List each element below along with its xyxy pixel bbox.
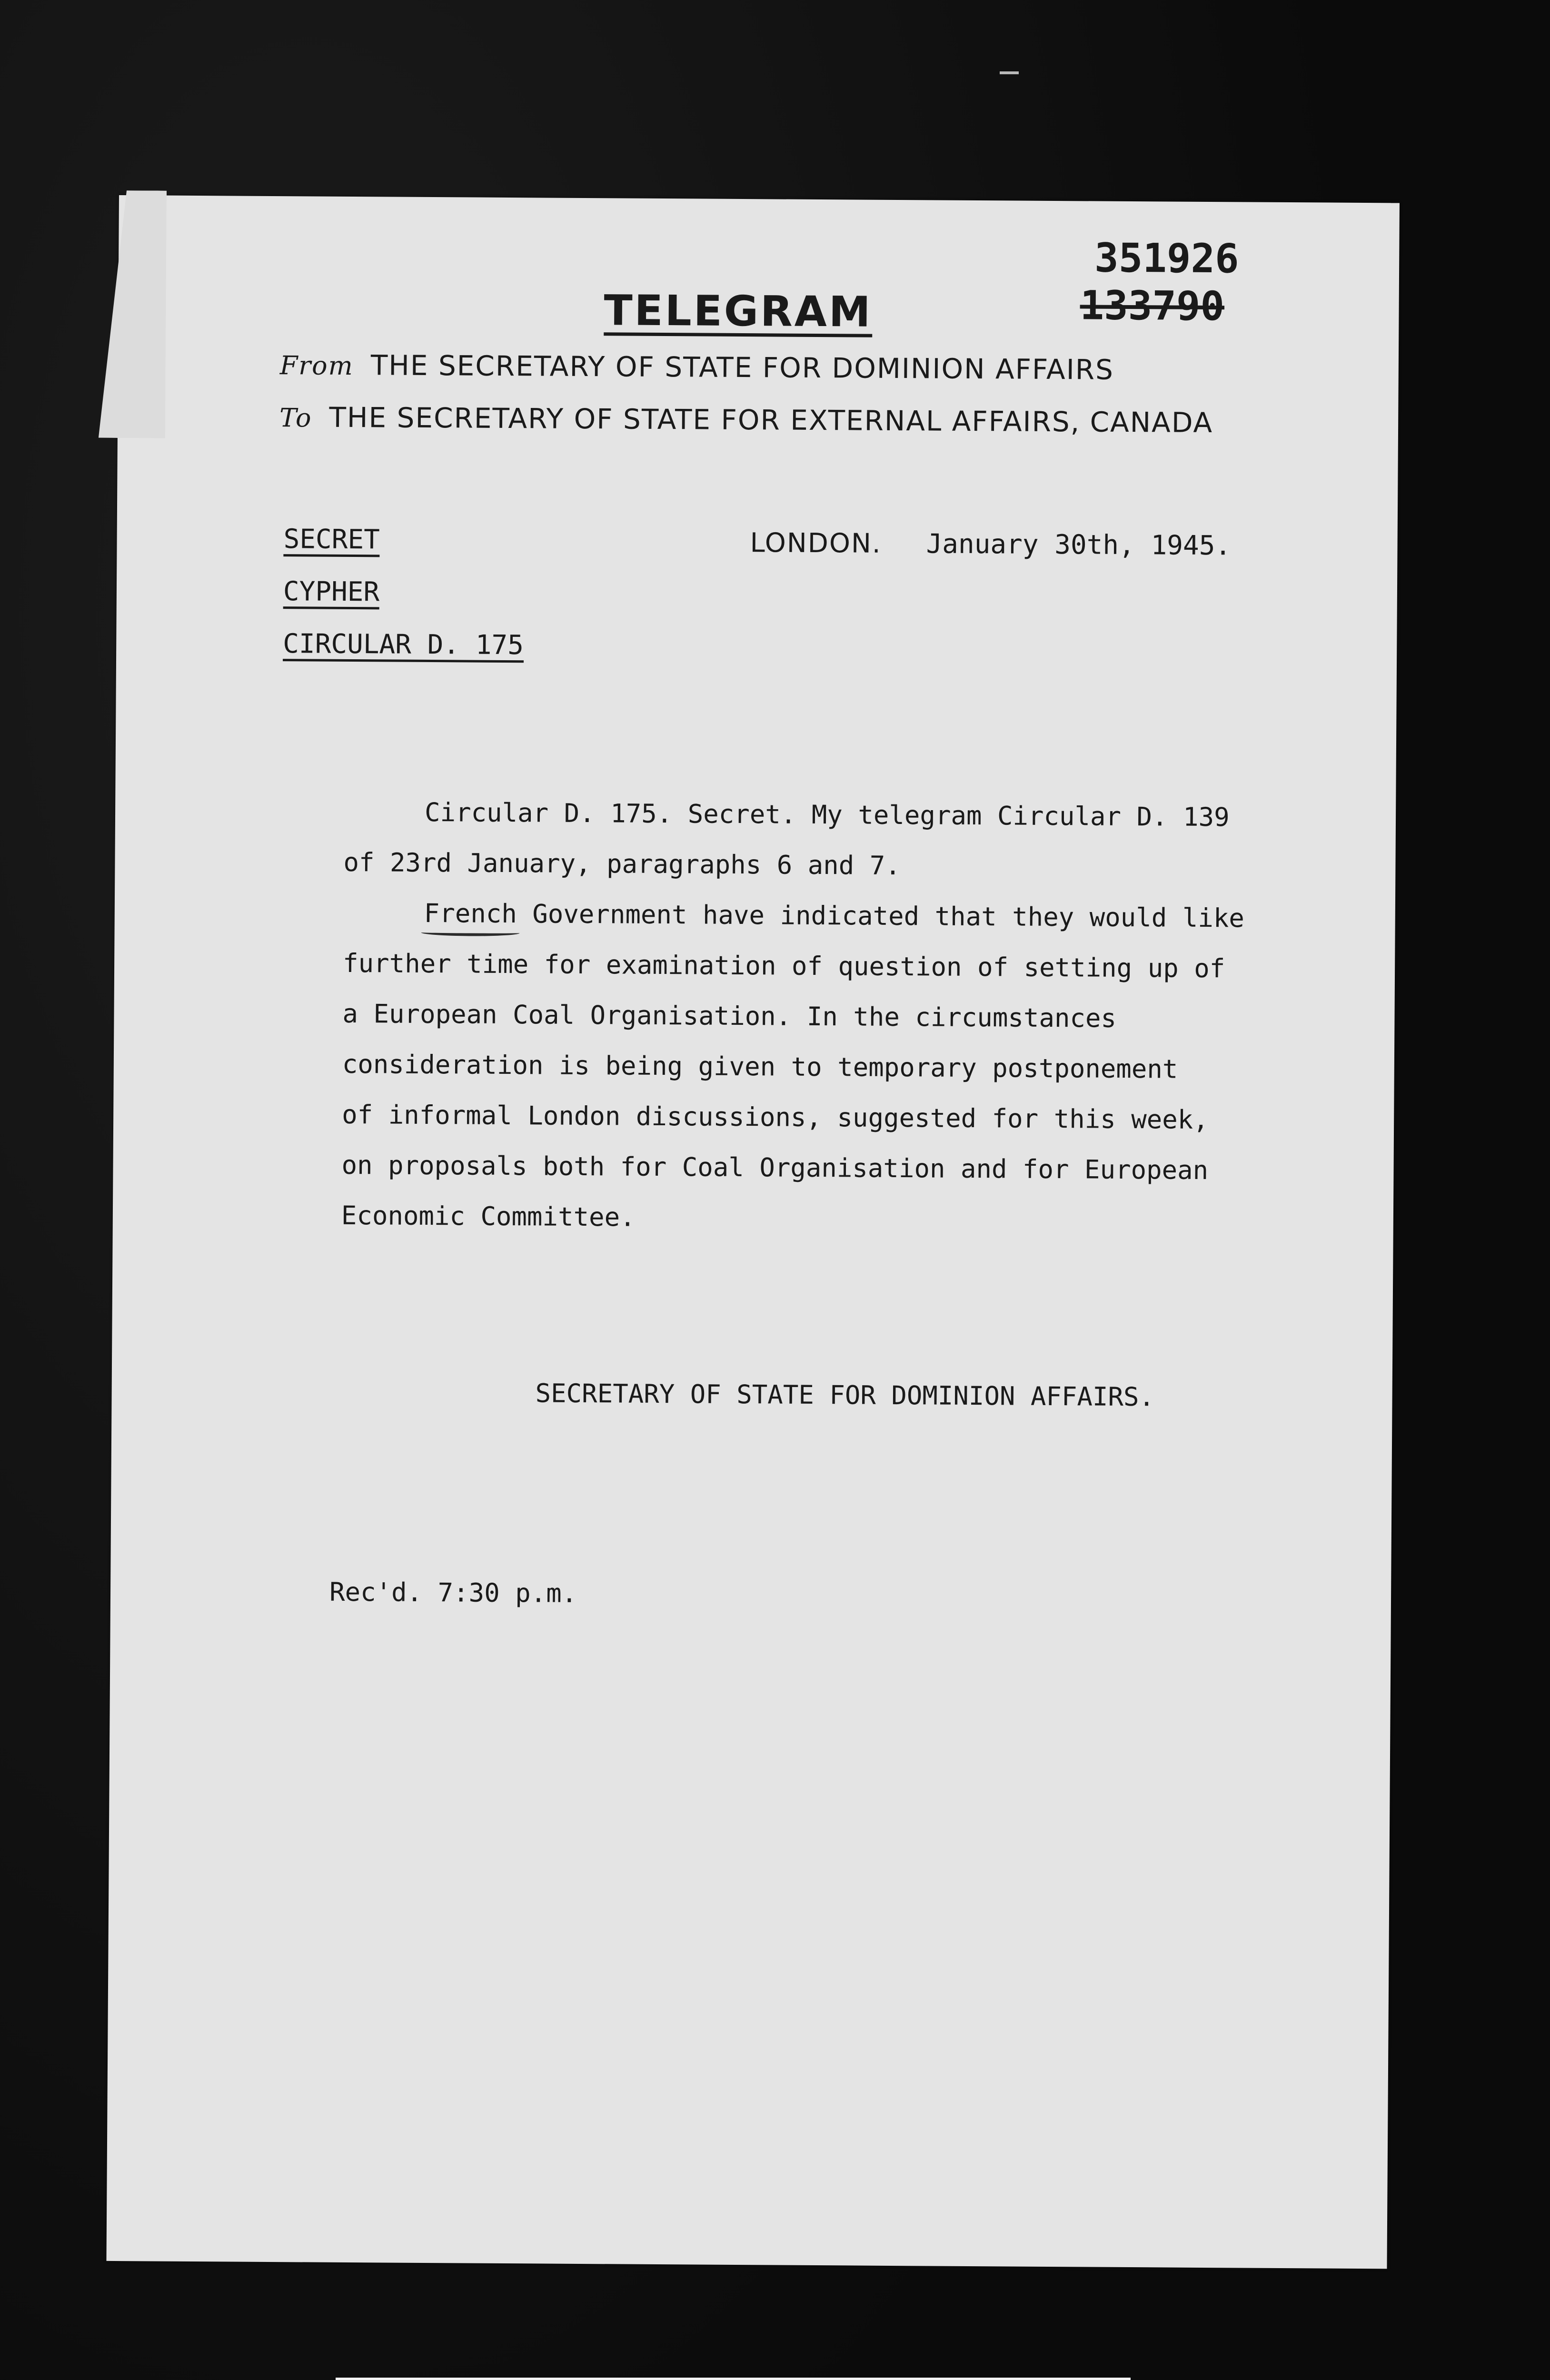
body-line: of informal London discussions, suggested for this week, [342,1099,1209,1135]
classification: SECRET [283,525,380,557]
place: LONDON. [750,527,882,559]
telegram-title: TELEGRAM [604,288,873,337]
body-line: on proposals both for Coal Organisation and for European [341,1150,1209,1186]
signature: SECRETARY OF STATE FOR DOMINION AFFAIRS. [535,1378,1155,1412]
to-text: THE SECRETARY OF STATE FOR EXTERNAL AFFAIRS, CANADA [329,401,1213,439]
telegram-sheet [106,195,1399,2269]
underlined-word: French [424,888,517,939]
telegram-body [341,787,1368,1247]
body-line-rest: Government have indicated that they would like [517,899,1245,933]
circular-reference: CIRCULAR D. 175 [283,629,524,663]
body-line: of 23rd January, paragraphs 6 and 7. [343,847,901,881]
body-line: a European Coal Organisation. In the circumstances [342,998,1117,1033]
transmission-method: CYPHER [283,577,380,609]
file-number: 351926 [1094,234,1239,282]
from-text: THE SECRETARY OF STATE FOR DOMINION AFFAIRS [370,349,1114,386]
date: January 30th, 1945. [926,528,1232,562]
film-mark [1000,71,1019,74]
received-time: Rec'd. 7:30 p.m. [329,1577,577,1608]
from-label: From [279,350,354,381]
to-label: To [279,403,312,433]
body-line: further time for examination of question of setting up of [342,948,1225,984]
body-line: Economic Committee. [341,1200,636,1232]
reference-label [336,2378,1131,2380]
struck-old-number: 133790 [1080,282,1225,330]
body-line: consideration is being given to temporary postponement [342,1049,1178,1084]
to-line [279,401,1213,439]
from-line [280,348,1114,386]
body-line: Circular D. 175. Secret. My telegram Circular D. 139 [424,797,1230,833]
body-line [343,888,1367,944]
